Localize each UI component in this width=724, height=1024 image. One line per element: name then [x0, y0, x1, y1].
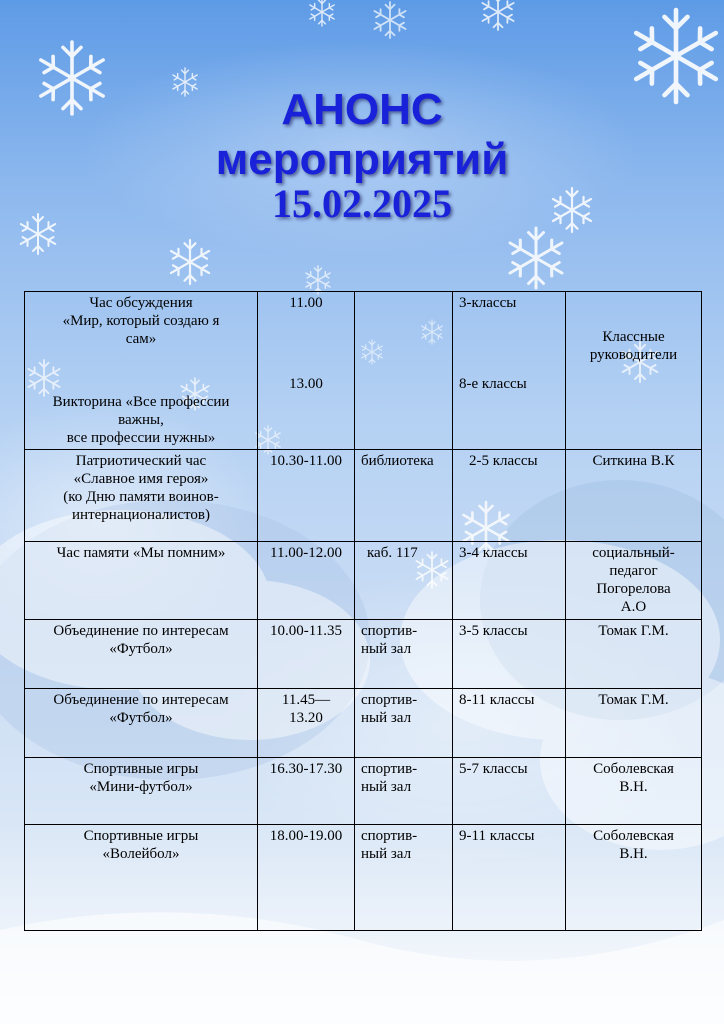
event-place: библиотека [355, 450, 453, 542]
table-row [25, 825, 702, 931]
event-name: Час памяти «Мы помним» [25, 542, 258, 620]
event-responsible: Ситкина В.К [566, 450, 702, 542]
event-name: Час обсуждения «Мир, который создаю я сам» [62, 295, 220, 347]
event-responsible: социальный- педагог Погорелова А.О [566, 542, 702, 620]
event-place: каб. 117 [355, 542, 453, 620]
table-row [25, 450, 702, 542]
event-time: 11.00 [289, 295, 323, 311]
event-name: Спортивные игры «Мини-футбол» [25, 758, 258, 825]
event-time: 10.00-11.35 [258, 620, 355, 689]
event-responsible: Соболевская В.Н. [566, 825, 702, 931]
event-time: 13.00 [289, 376, 323, 392]
event-name: Объединение по интересам «Футбол» [25, 620, 258, 689]
event-time: 11.45— 13.20 [258, 689, 355, 758]
event-cell [25, 292, 258, 450]
event-place: спортив- ный зал [355, 758, 453, 825]
event-classes: 9-11 классы [453, 825, 566, 931]
event-classes: 8-е классы [459, 376, 527, 392]
table-row [25, 542, 702, 620]
table-row [25, 620, 702, 689]
title-date: 15.02.2025 [272, 181, 452, 226]
place-cell [355, 292, 453, 450]
event-responsible: Томак Г.М. [566, 620, 702, 689]
event-time: 11.00-12.00 [258, 542, 355, 620]
event-name: Объединение по интересам «Футбол» [25, 689, 258, 758]
title-announce: АНОНС [281, 85, 443, 134]
event-place: спортив- ный зал [355, 689, 453, 758]
time-cell [258, 292, 355, 450]
event-time: 18.00-19.00 [258, 825, 355, 931]
events-table [24, 291, 702, 931]
event-name: Спортивные игры «Волейбол» [25, 825, 258, 931]
event-name: Викторина «Все профессии важны, все профессии нужны» [52, 394, 230, 446]
title-events: мероприятий [215, 135, 509, 184]
event-name: Патриотический час «Славное имя героя» (ко Дню памяти воинов- интернационалистов) [25, 450, 258, 542]
event-classes: 8-11 классы [453, 689, 566, 758]
event-classes: 3-классы [459, 295, 517, 311]
responsible-cell [566, 292, 702, 450]
event-responsible: Соболевская В.Н. [566, 758, 702, 825]
event-responsible: Томак Г.М. [566, 689, 702, 758]
table-row [25, 758, 702, 825]
event-place: спортив- ный зал [355, 620, 453, 689]
event-time: 10.30-11.00 [258, 450, 355, 542]
event-responsible: Классные руководители [589, 329, 678, 363]
event-classes: 2-5 классы [453, 450, 566, 542]
event-classes: 3-4 классы [453, 542, 566, 620]
table-row [25, 689, 702, 758]
event-time: 16.30-17.30 [258, 758, 355, 825]
table-row [25, 292, 702, 450]
classes-cell [453, 292, 566, 450]
event-classes: 3-5 классы [453, 620, 566, 689]
event-place: спортив- ный зал [355, 825, 453, 931]
event-classes: 5-7 классы [453, 758, 566, 825]
